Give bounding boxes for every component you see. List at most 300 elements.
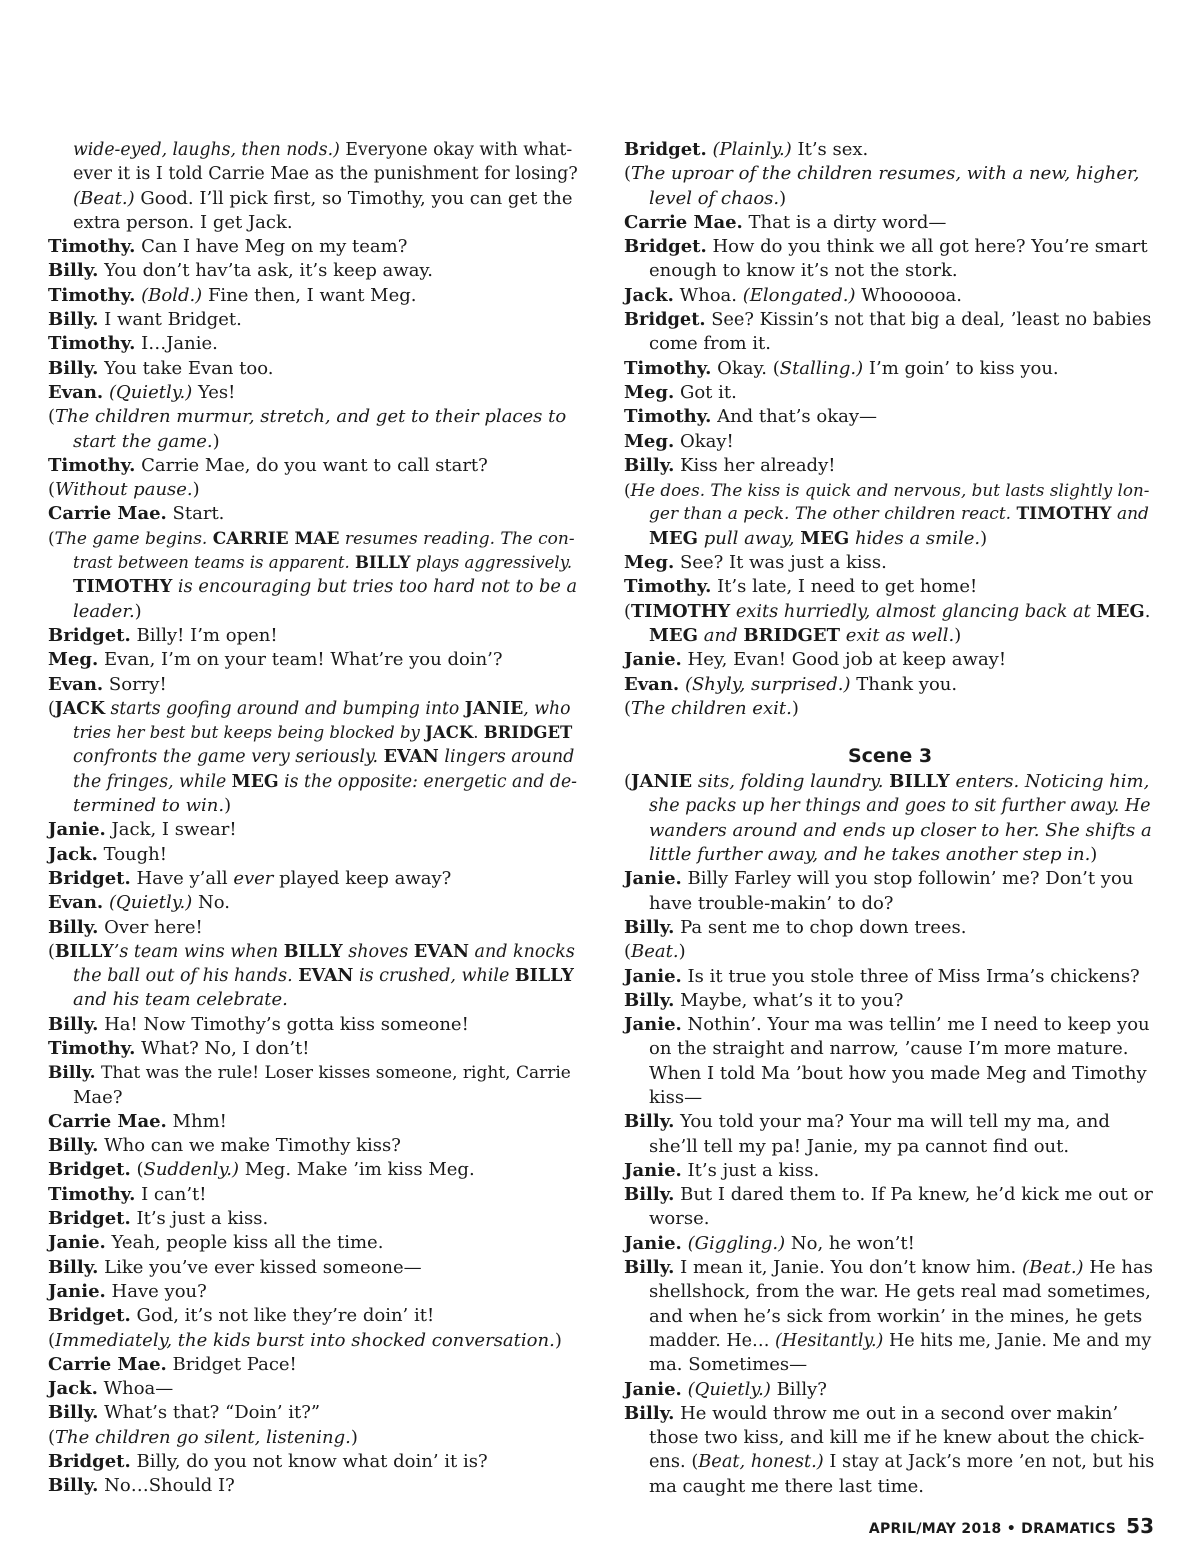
- italic-text: (Beat.): [73, 187, 135, 209]
- bold-text: Billy.: [48, 357, 99, 379]
- script-line-continuation: [48, 964, 578, 988]
- bold-text: Meg.: [624, 552, 675, 574]
- script-line: [624, 454, 1156, 478]
- text-run: (: [48, 528, 55, 549]
- italic-text: (Quietly.): [108, 892, 193, 914]
- bold-text: Janie.: [48, 1232, 106, 1254]
- bold-text: Timothy.: [48, 284, 136, 306]
- text-run: What? No, I don’t!: [135, 1037, 310, 1059]
- text-run: Can I have Meg on my team?: [135, 236, 408, 258]
- italic-text: The children go silent, listening.: [55, 1426, 351, 1448]
- italic-text: ’s team wins when: [113, 941, 284, 962]
- script-line-continuation: [48, 187, 578, 211]
- script-line-continuation: [48, 162, 578, 186]
- text-run: I…Janie.: [135, 333, 218, 355]
- text-run: ): [1090, 844, 1098, 866]
- text-run: those two kiss, and kill me if he knew about the chick-: [649, 1427, 1145, 1449]
- text-run: Is it true you stole three of Miss Irma’s chickens?: [681, 965, 1140, 987]
- text-run: Like you’ve ever kissed someone—: [98, 1256, 422, 1278]
- text-run: (: [48, 698, 55, 719]
- italic-text: termined to win.: [73, 795, 225, 817]
- script-line-continuation: [48, 745, 578, 769]
- bold-text: Billy.: [48, 1475, 99, 1497]
- script-line-continuation: [48, 770, 578, 794]
- script-line-continuation: [624, 527, 1156, 551]
- italic-text: the ball out of his hands.: [73, 966, 299, 987]
- text-run: It’s late, I need to get home!: [711, 576, 978, 598]
- bold-text: Bridget.: [48, 1159, 131, 1181]
- text-run: ): [554, 1329, 562, 1351]
- script-line: [624, 235, 1156, 259]
- bold-text: BRIDGET: [483, 723, 573, 743]
- bold-text: JACK: [54, 698, 106, 719]
- text-run: ma caught me there last time.: [649, 1475, 925, 1497]
- text-run: (: [624, 697, 632, 719]
- script-line: [624, 381, 1156, 405]
- text-run: (: [624, 163, 632, 185]
- script-line-continuation: [48, 794, 578, 818]
- text-run: You don’t hav’ta ask, it’s keep away.: [98, 260, 433, 282]
- right-text-column: [624, 138, 1156, 1499]
- text-run: Hey, Evan! Good job at keep away!: [681, 649, 1007, 671]
- bold-text: Janie.: [624, 1014, 682, 1036]
- text-run: Kiss her already!: [674, 454, 836, 476]
- bold-text: MEG: [649, 624, 699, 646]
- script-line: [48, 1377, 578, 1401]
- script-line: [48, 405, 578, 429]
- text-run: Carrie Mae, do you want to call start?: [135, 454, 488, 476]
- script-line-continuation: [48, 988, 578, 1012]
- italic-text: little further away, and he takes another step in.: [649, 844, 1091, 866]
- script-line: [624, 989, 1156, 1013]
- text-run: shellshock, from the war. He gets real mad sometimes,: [649, 1281, 1151, 1303]
- text-run: she’ll tell my pa! Janie, my pa cannot find out.: [649, 1135, 1070, 1157]
- italic-text: level of chaos.: [649, 187, 780, 209]
- text-run: See? Kissin’s not that big a deal, ’least no babies: [705, 310, 1152, 331]
- script-line-continuation: [624, 502, 1156, 526]
- bold-text: Billy.: [624, 1257, 675, 1279]
- bold-text: BRIDGET: [743, 624, 841, 646]
- text-run: No, he won’t!: [785, 1232, 915, 1254]
- italic-text: Without pause.: [55, 479, 193, 501]
- italic-text: exits hurriedly, almost glancing back at: [730, 601, 1097, 622]
- script-line-continuation: [624, 1426, 1156, 1450]
- italic-text: she packs up her things and goes to sit further away. He: [649, 796, 1151, 817]
- text-run: ): [134, 600, 142, 622]
- italic-text: starts goofing around and bumping into: [105, 698, 465, 719]
- text-run: He would throw me out in a second over makin’: [674, 1402, 1119, 1424]
- script-line-continuation: [48, 430, 578, 454]
- italic-text: (Shyly, surprised.): [684, 673, 851, 695]
- script-line: [48, 1183, 578, 1207]
- script-line: [624, 770, 1156, 794]
- text-run: Nothin’. Your ma was tellin’ me I need to keep you: [681, 1014, 1150, 1036]
- bold-text: Billy.: [48, 309, 99, 331]
- bold-text: MEG: [1096, 600, 1145, 622]
- text-run: (: [48, 406, 56, 428]
- bold-text: Carrie Mae.: [48, 1110, 167, 1132]
- text-run: I mean it, Janie. You don’t know him.: [674, 1257, 1022, 1279]
- script-line: [624, 673, 1156, 697]
- text-run: God, it’s not like they’re doin’ it!: [130, 1305, 435, 1327]
- text-run: Good. I’ll pick first, so Timothy, you can get the: [134, 187, 573, 209]
- italic-text: wide-eyed, laughs, then nods.): [73, 140, 340, 160]
- bold-text: Evan.: [48, 381, 104, 403]
- script-line: [48, 357, 578, 381]
- bold-text: Janie.: [624, 1159, 682, 1181]
- script-line: [624, 1110, 1156, 1134]
- script-line: [624, 575, 1156, 599]
- text-run: (: [624, 601, 631, 622]
- text-run: Evan, I’m on your team! What’re you doin’?: [98, 649, 503, 671]
- script-line: [48, 891, 578, 915]
- italic-text: (Quietly.): [108, 381, 193, 403]
- bold-text: Bridget.: [624, 309, 706, 331]
- text-run: What’s that? “Doin’ it?”: [98, 1402, 321, 1424]
- bold-text: Bridget.: [624, 236, 707, 258]
- bold-text: JANIE: [631, 771, 693, 793]
- italic-text: The uproar of the children resumes, with a new, higher,: [631, 163, 1140, 185]
- text-run: (: [48, 479, 56, 501]
- bold-text: BILLY: [354, 553, 411, 573]
- script-line: [624, 308, 1156, 332]
- text-run: have trouble-makin’ to do?: [649, 892, 894, 914]
- bold-text: Billy.: [624, 1111, 675, 1133]
- bold-text: Meg.: [48, 649, 99, 671]
- italic-text: shoves: [342, 941, 414, 962]
- script-line: [624, 1232, 1156, 1256]
- script-line-continuation: [48, 721, 578, 745]
- italic-text: confronts the game very seriously.: [73, 747, 384, 768]
- bold-text: Timothy.: [624, 576, 712, 598]
- bold-text: Billy.: [48, 1013, 99, 1035]
- text-run: It’s just a kiss.: [681, 1159, 820, 1181]
- bold-text: Meg.: [624, 430, 675, 452]
- text-run: Mhm!: [166, 1110, 227, 1132]
- bold-text: Bridget.: [48, 1451, 131, 1473]
- text-run: I stay at Jack’s more ’en not, but his: [823, 1452, 1155, 1473]
- italic-text: Immediately, the kids burst into shocked conversation.: [55, 1329, 555, 1351]
- bold-text: Timothy.: [624, 357, 712, 379]
- bold-text: Billy.: [48, 1063, 96, 1084]
- bold-text: MEG: [231, 771, 279, 792]
- text-run: ): [980, 527, 988, 549]
- bold-text: Billy.: [624, 1402, 675, 1424]
- bold-text: BILLY: [54, 941, 114, 962]
- footer-masthead: APRIL/MAY 2018 • DRAMATICS: [868, 1521, 1117, 1537]
- bold-text: Evan.: [48, 892, 104, 914]
- bold-text: BILLY: [283, 941, 343, 962]
- text-run: worse.: [649, 1208, 710, 1230]
- script-line-continuation: [48, 211, 578, 235]
- script-line: [48, 454, 578, 478]
- text-run: (: [624, 480, 631, 501]
- script-line: [48, 867, 578, 891]
- bold-text: Janie.: [48, 819, 106, 841]
- script-line: [624, 1159, 1156, 1183]
- left-text-column: [48, 138, 578, 1499]
- text-run: Pa sent me to chop down trees.: [674, 916, 967, 938]
- script-line: [48, 1158, 578, 1182]
- script-line: [48, 381, 578, 405]
- script-line: [48, 259, 578, 283]
- bold-text: Carrie Mae.: [624, 211, 743, 233]
- text-run: When I told Ma ’bout how you made Meg and Timothy: [649, 1062, 1147, 1084]
- bold-text: CARRIE MAE: [212, 528, 340, 549]
- script-line: [48, 916, 578, 940]
- text-run: .: [473, 723, 484, 743]
- text-run: .: [1144, 601, 1151, 622]
- bold-text: Janie.: [624, 1232, 682, 1254]
- bold-text: Evan.: [48, 673, 104, 695]
- text-run: (: [624, 771, 632, 793]
- script-line-continuation: [624, 843, 1156, 867]
- italic-text: sits, folding laundry.: [692, 771, 890, 793]
- text-run: and when he’s sick from workin’ in the mines, he gets: [649, 1305, 1143, 1327]
- italic-text: (Quietly.): [687, 1378, 771, 1400]
- bold-text: BILLY: [889, 771, 950, 793]
- script-line: [48, 1280, 578, 1304]
- italic-text: plays aggressively.: [410, 553, 573, 573]
- italic-text: leader.: [73, 600, 135, 622]
- script-line-continuation: [624, 187, 1156, 211]
- script-line-continuation: [624, 1135, 1156, 1159]
- bold-text: Billy.: [624, 454, 675, 476]
- bold-text: Janie.: [624, 649, 682, 671]
- italic-text: ger than a peck. The other children react.: [649, 504, 1017, 525]
- text-run: Fine then, I want Meg.: [202, 284, 417, 306]
- text-run: ): [791, 697, 799, 719]
- script-line: [48, 235, 578, 259]
- italic-text: resumes reading. The con-: [339, 528, 575, 549]
- script-line: [624, 284, 1156, 308]
- script-line: [624, 600, 1156, 624]
- text-run: ): [779, 187, 787, 209]
- text-run: (: [130, 1159, 144, 1181]
- bold-text: EVAN: [298, 966, 354, 987]
- script-line: [48, 284, 578, 308]
- text-run: Sorry!: [103, 673, 167, 695]
- script-line: [624, 478, 1156, 502]
- text-run: Billy, do you not know what doin’ it is?: [130, 1451, 488, 1473]
- text-run: Whoa.: [673, 284, 743, 306]
- bold-text: Timothy.: [48, 1183, 136, 1205]
- script-line-continuation: [624, 1329, 1156, 1353]
- text-run: Yes!: [192, 381, 236, 403]
- text-run: ): [350, 1426, 358, 1448]
- script-line: [48, 1426, 578, 1450]
- text-run: Billy! I’m open!: [130, 624, 278, 646]
- bold-text: BILLY: [514, 966, 574, 987]
- script-line: [48, 527, 578, 551]
- text-run: ): [678, 941, 686, 963]
- script-line-continuation: [48, 1086, 578, 1110]
- italic-text: The game begins.: [54, 528, 213, 549]
- text-run: It’s sex.: [791, 139, 869, 160]
- text-run: That is a dirty word—: [742, 211, 947, 233]
- script-line: [48, 1134, 578, 1158]
- script-line-continuation: [48, 600, 578, 624]
- text-run: Over here!: [98, 916, 203, 938]
- text-run: Who can we make Timothy kiss?: [98, 1135, 401, 1157]
- bold-text: EVAN: [413, 941, 469, 962]
- text-run: Whoooooa.: [855, 284, 962, 306]
- script-line-continuation: [624, 1207, 1156, 1231]
- text-run: (: [624, 941, 632, 963]
- italic-text: Beat, honest.): [698, 1452, 824, 1473]
- italic-text: (Elongated.): [742, 284, 856, 306]
- text-run: Meg. Make ’im kiss Meg.: [239, 1159, 475, 1181]
- text-run: madder. He…: [649, 1330, 776, 1351]
- bold-text: MEG: [800, 527, 850, 549]
- bold-text: Timothy.: [48, 333, 136, 355]
- text-run: Yeah, people kiss all the time.: [105, 1232, 384, 1254]
- script-line: [48, 1474, 578, 1498]
- text-run: ): [192, 479, 200, 501]
- text-run: I want Bridget.: [98, 309, 242, 331]
- italic-text: Suddenly.): [143, 1159, 239, 1181]
- script-line: [624, 1256, 1156, 1280]
- italic-text: Stalling.): [779, 357, 864, 379]
- script-line: [624, 211, 1156, 235]
- script-line-continuation: [624, 1353, 1156, 1377]
- bold-text: JANIE: [464, 698, 524, 719]
- bold-text: Timothy.: [48, 1037, 136, 1059]
- italic-text: start the game.: [73, 430, 213, 452]
- italic-text: is crushed, while: [353, 966, 515, 987]
- text-run: ever it is I told Carrie Mae as the punishment for losing?: [73, 164, 578, 185]
- script-line: [48, 332, 578, 356]
- italic-text: He does. The kiss is quick and nervous, but lasts slightly lon-: [630, 480, 1150, 501]
- bold-text: Janie.: [624, 868, 682, 890]
- script-line-continuation: [624, 259, 1156, 283]
- script-line: [624, 1183, 1156, 1207]
- script-line: [624, 1378, 1156, 1402]
- script-line: [48, 1231, 578, 1255]
- text-run: No…Should I?: [98, 1475, 235, 1497]
- text-run: Thank you.: [850, 673, 958, 695]
- script-line-continuation: [624, 1450, 1156, 1474]
- script-line: [48, 1013, 578, 1037]
- italic-text: and: [698, 624, 744, 646]
- bold-text: Billy.: [48, 1256, 99, 1278]
- bold-text: Janie.: [48, 1280, 106, 1302]
- bold-text: Bridget.: [48, 867, 131, 889]
- text-run: Mae?: [73, 1086, 123, 1108]
- bold-text: Billy.: [48, 260, 99, 282]
- script-line: [624, 430, 1156, 454]
- text-run: Scene 3: [847, 745, 933, 768]
- page-number: 53: [1126, 1514, 1154, 1538]
- bold-text: Billy.: [624, 916, 675, 938]
- text-run: Billy Farley will you stop followin’ me? Don’t you: [681, 868, 1134, 890]
- bold-text: Billy.: [624, 1184, 675, 1206]
- script-line-continuation: [48, 551, 578, 575]
- script-line: [48, 1450, 578, 1474]
- script-line-continuation: [624, 1475, 1156, 1499]
- italic-text: exit as well.: [840, 624, 955, 646]
- script-line: [624, 648, 1156, 672]
- italic-text: (Hesitantly.): [775, 1330, 884, 1351]
- text-run: played keep away?: [273, 867, 452, 889]
- script-line-continuation: [624, 1037, 1156, 1061]
- script-line: [48, 308, 578, 332]
- script-line: [48, 843, 578, 867]
- italic-text: is the opposite: energetic and de-: [278, 771, 578, 792]
- italic-text: (Beat.): [1021, 1257, 1084, 1279]
- text-run: Okay. (: [711, 357, 780, 379]
- bold-text: Bridget.: [48, 624, 131, 646]
- bold-text: JACK: [425, 723, 474, 743]
- script-line: [624, 867, 1156, 891]
- script-line: [48, 673, 578, 697]
- script-line: [624, 551, 1156, 575]
- text-run: (: [48, 1426, 56, 1448]
- text-run: (: [48, 1329, 56, 1351]
- script-line: [48, 1304, 578, 1328]
- text-run: And that’s okay—: [711, 406, 878, 428]
- bold-text: Meg.: [624, 381, 675, 403]
- script-line: [624, 697, 1156, 721]
- script-line-continuation: [624, 1305, 1156, 1329]
- script-line: [48, 1061, 578, 1085]
- bold-text: Jack.: [48, 1378, 98, 1400]
- script-line: [48, 1110, 578, 1134]
- bold-text: Bridget.: [48, 1208, 131, 1230]
- text-run: I can’t!: [135, 1183, 207, 1205]
- bold-text: TIMOTHY: [1016, 504, 1112, 525]
- text-run: ens. (: [649, 1452, 699, 1473]
- italic-text: , who: [523, 698, 571, 719]
- text-run: Everyone okay with what-: [339, 140, 573, 160]
- italic-text: and his team celebrate.: [73, 989, 288, 1011]
- bold-text: MEG: [649, 527, 699, 549]
- text-run: You take Evan too.: [98, 357, 274, 379]
- text-run: You told your ma? Your ma will tell my ma, and: [674, 1111, 1110, 1133]
- script-line-continuation: [624, 624, 1156, 648]
- script-line: [48, 1329, 578, 1353]
- bold-text: Evan.: [624, 673, 680, 695]
- text-run: That was the rule! Loser kisses someone, right, Carrie: [95, 1063, 571, 1084]
- script-line-continuation: [624, 332, 1156, 356]
- italic-text: Beat.: [631, 941, 679, 963]
- italic-text: and knocks: [468, 941, 575, 962]
- bold-text: EVAN: [383, 747, 439, 768]
- italic-text: The children murmur, stretch, and get to their places to: [55, 406, 567, 428]
- text-run: He has: [1083, 1257, 1153, 1279]
- italic-text: (Plainly.): [712, 139, 792, 160]
- script-line: [48, 1401, 578, 1425]
- text-run: ): [224, 795, 232, 817]
- script-line-continuation: [624, 819, 1156, 843]
- text-run: enough to know it’s not the stork.: [649, 260, 958, 282]
- page-footer: [869, 1514, 1154, 1538]
- text-run: How do you think we all got here? You’re smart: [706, 236, 1148, 258]
- script-line-continuation: [624, 794, 1156, 818]
- text-run: ): [954, 624, 962, 646]
- script-line: [48, 1037, 578, 1061]
- script-line: [624, 162, 1156, 186]
- bold-text: Timothy.: [624, 406, 712, 428]
- script-line: [48, 648, 578, 672]
- bold-text: Timothy.: [48, 454, 136, 476]
- script-line-continuation: [48, 575, 578, 599]
- text-run: Got it.: [674, 381, 737, 403]
- text-run: Billy?: [770, 1378, 827, 1400]
- bold-text: Timothy.: [48, 236, 136, 258]
- bold-text: Billy.: [48, 916, 99, 938]
- text-run: Have y’all: [130, 867, 234, 889]
